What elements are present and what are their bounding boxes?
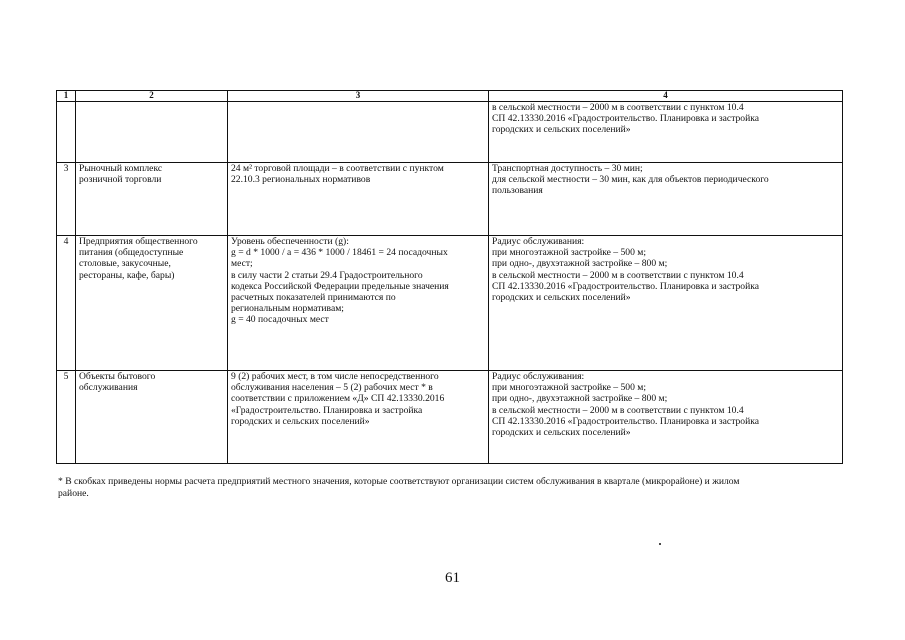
norm-line: 9 (2) рабочих мест, в том числе непосредственного [231,371,439,382]
accessibility-line: пользования [492,185,543,197]
column-header-2: 2 [76,91,228,102]
object-name-cell [76,371,228,464]
accessibility-line: городских и сельских поселений» [492,292,631,304]
footnote-line: районе. [58,488,89,499]
accessibility-line: Радиус обслуживания: [492,236,585,247]
norm-line: соответствии с приложением «Д» СП 42.13330.2016 [231,393,445,405]
accessibility-line: городских и сельских поселений» [492,427,631,439]
norm-line: расчетных показателей принимаются по [231,292,396,304]
scan-dot-mark [659,543,661,545]
object-name-line: питания (общедоступные [79,247,184,259]
norm-line: g = d * 1000 / a = 436 * 1000 / 18461 = 24 посадочных [231,247,448,259]
object-name-line: обслуживания [79,382,138,394]
norm-cell [228,102,489,163]
accessibility-line: при многоэтажной застройке – 500 м; [492,382,646,394]
row-number-cell: 3 [57,163,76,236]
norm-cell [228,163,489,236]
accessibility-line: в сельской местности – 2000 м в соответствии с пунктом 10.4 [492,404,744,416]
accessibility-line: городских и сельских поселений» [492,124,631,136]
footnote [58,476,858,500]
footnote-line: * В скобках приведены нормы расчета предприятий местного значения, которые соответствуют организации систем обслуживания в квартале (микрорайоне) и жилом [58,476,740,487]
table-row [57,236,843,371]
column-header-1: 1 [57,91,76,102]
norm-line: 24 м² торговой площади – в соответствии с пунктом [231,163,444,174]
norm-cell [228,371,489,464]
table-header-row [57,91,843,102]
norm-line: мест; [231,258,253,270]
accessibility-line: Радиус обслуживания: [492,371,585,382]
norm-line: «Градостроительство. Планировка и застройка [231,404,423,416]
object-name-cell [76,102,228,163]
accessibility-line: СП 42.13330.2016 «Градостроительство. Планировка и застройка [492,280,760,292]
object-name-line: рестораны, кафе, бары) [79,269,175,281]
accessibility-line: СП 42.13330.2016 «Градостроительство. Планировка и застройка [492,113,760,125]
row-number-cell [57,102,76,163]
object-name-line: Предприятия общественного [79,236,198,247]
table-row [57,163,843,236]
accessibility-line: СП 42.13330.2016 «Градостроительство. Планировка и застройка [492,415,760,427]
norm-line: Уровень обеспеченности (g): [231,236,349,247]
norm-line: 22.10.3 региональных нормативов [231,174,371,186]
column-header-4: 4 [489,91,843,102]
accessibility-cell [489,371,843,464]
row-number-cell: 4 [57,236,76,371]
accessibility-line: в сельской местности – 2000 м в соответствии с пунктом 10.4 [492,102,744,113]
object-name-cell [76,163,228,236]
norms-table [56,90,843,464]
accessibility-cell [489,236,843,371]
accessibility-cell [489,102,843,163]
norm-line: городских и сельских поселений» [231,415,370,427]
norm-line: кодекса Российской Федерации предельные значения [231,280,449,292]
object-name-line: розничной торговли [79,174,162,186]
norm-cell [228,236,489,371]
table-row [57,371,843,464]
norm-line: g = 40 посадочных мест [231,314,329,326]
object-name-cell [76,236,228,371]
accessibility-line: при одно-, двухэтажной застройке – 800 м; [492,393,668,405]
table-row [57,102,843,163]
accessibility-line: при многоэтажной застройке – 500 м; [492,247,646,259]
accessibility-line: при одно-, двухэтажной застройке – 800 м; [492,258,668,270]
accessibility-cell [489,163,843,236]
accessibility-line: в сельской местности – 2000 м в соответствии с пунктом 10.4 [492,269,744,281]
norm-line: обслуживания населения – 5 (2) рабочих мест * в [231,382,433,394]
page-number: 61 [445,570,460,586]
norm-line: в силу части 2 статьи 29.4 Градостроительного [231,269,423,281]
column-header-3: 3 [228,91,489,102]
object-name-line: столовые, закусочные, [79,258,171,270]
accessibility-line: Транспортная доступность – 30 мин; [492,163,643,174]
object-name-line: Объекты бытового [79,371,156,382]
object-name-line: Рыночный комплекс [79,163,163,174]
row-number-cell: 5 [57,371,76,464]
accessibility-line: для сельской местности – 30 мин, как для объектов периодического [492,174,769,186]
norm-line: региональным нормативам; [231,303,344,315]
